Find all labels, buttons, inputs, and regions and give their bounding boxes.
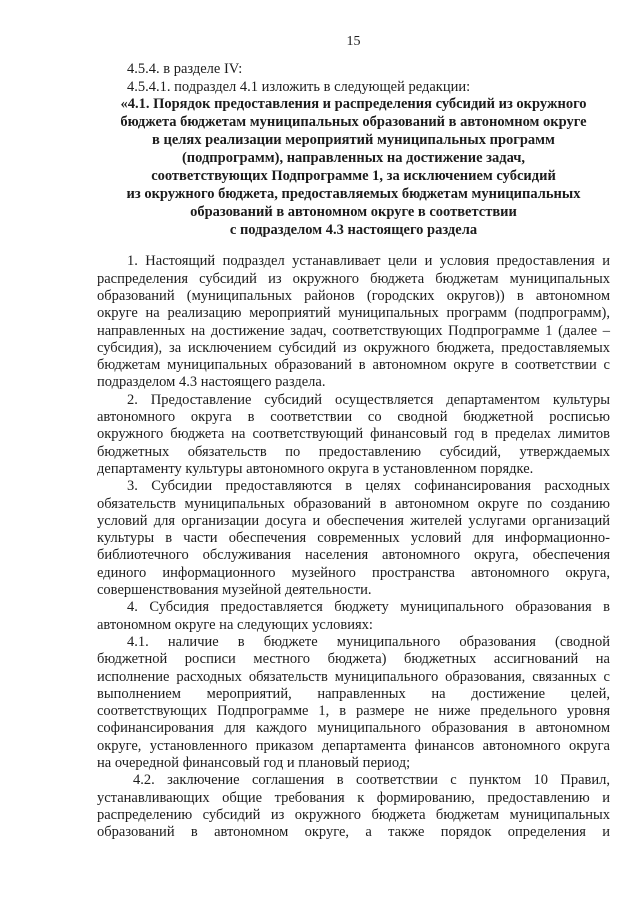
paragraph-line: библиотечного обслуживания населения автономного округа, обеспечения [97,547,610,564]
paragraph-3 [97,478,610,599]
paragraph-line: обязательств муниципальных образований в автономном округе по созданию [97,495,610,512]
document-body [97,253,610,841]
paragraph-line: автономного округа в соответствии со сводной бюджетной росписью [97,409,610,426]
section-heading-line: бюджета бюджетам муниципальных образований в автономном округе [120,114,587,130]
paragraph-4 [97,599,610,634]
paragraph-line: образований (муниципальных районов (городских округов)) в автономном [97,287,610,304]
paragraph-line: распределению субсидий из окружного бюджета бюджетам муниципальных [97,806,610,823]
page-number: 15 [346,34,361,49]
section-heading-line: «4.1. Порядок предоставления и распределения субсидий из окружного [120,96,587,112]
section-heading-line: (подпрограмм), направленных на достижение задач, [181,150,526,166]
paragraph-line: субсидия), за исключением субсидий из окружного бюджета, предоставляемых [97,339,610,356]
paragraph-line: направленных на достижение задач, соответствующих Подпрограмме 1 (далее – [97,322,610,339]
section-heading-line: из окружного бюджета, предоставляемых бюджетам муниципальных [126,186,581,202]
paragraph-line: исполнение расходных обязательств муниципального образования, связанных с [97,668,610,685]
paragraph-line: выполнением мероприятий, направленных на достижение целей, [97,685,610,702]
amendment-intro [97,61,610,96]
paragraph-line: 4.1. наличие в бюджете муниципального образования (сводной [127,633,610,650]
paragraph-line: департаменту культуры автономного округа в установленном порядке. [97,460,534,477]
section-heading-line: в целях реализации мероприятий муниципальных программ [152,132,555,148]
paragraph-line: бюджетам муниципальных образований в автономном округе в соответствии с [97,357,610,374]
paragraph-line: 2. Предоставление субсидий осуществляется департаментом культуры [127,391,610,408]
paragraph-1 [97,253,610,391]
paragraph-line: софинансирования для каждого муниципального образования в автономном [97,720,610,737]
paragraph-line: культуры в части обеспечения современных условий для информационно- [97,530,610,547]
paragraph-line: совершенствования музейной деятельности. [97,582,372,599]
section-heading-line: образований в автономном округе в соответствии [190,204,517,220]
paragraph-line: на очередной финансовый год и плановый период; [97,755,411,771]
paragraph-line: округе, установленного приказом департамента финансов автономного округа [97,737,610,754]
paragraph-line: условий для организации досуга и обеспечения жителей услугами организаций [97,512,610,529]
paragraph-line: 4. Субсидия предоставляется бюджету муниципального образования в [127,599,610,616]
paragraph-line: образований в автономном округе, а также порядок определения и [97,824,610,841]
paragraph-line: единого информационного музейного пространства автономного округа, [97,564,610,581]
paragraph-line: 3. Субсидии предоставляются в целях софинансирования расходных [127,478,610,495]
paragraph-2 [97,392,610,478]
amendment-item-line: 4.5.4.1. подраздел 4.1 изложить в следующей редакции: [127,78,471,95]
paragraph-line: бюджетных обязательств по предоставлению субсидий, утверждаемых [97,443,610,460]
subitem-4-2 [97,772,610,841]
paragraph-line: 4.2. заключение соглашения в соответствии с пунктом 10 Правил, [133,772,610,789]
paragraph-line: подразделом 4.3 настоящего раздела. [97,374,326,391]
paragraph-line: распределения субсидий из окружного бюджета бюджетам муниципальных [97,270,610,287]
section-heading-line: с подразделом 4.3 настоящего раздела [229,222,478,238]
paragraph-line: окружного бюджета на соответствующий финансовый год в пределах лимитов [97,426,610,443]
paragraph-line: округе на реализацию мероприятий муниципальных программ (подпрограмм), [97,305,610,322]
subitem-4-1 [97,634,610,772]
paragraph-line: 1. Настоящий подраздел устанавливает цели и условия предоставления и [127,253,610,270]
paragraph-line: устанавливающих общие требования к формированию, предоставлению и [97,789,610,806]
paragraph-line: автономном округе на следующих условиях: [97,616,373,633]
amendment-item-line: 4.5.4. в разделе IV: [127,61,243,77]
paragraph-line: соответствующих Подпрограмме 1, в размере не ниже предельного уровня [97,703,610,720]
section-heading [97,95,610,239]
paragraph-line: бюджетной росписи местного бюджета) бюджетных ассигнований на [97,651,610,668]
section-heading-line: соответствующих Подпрограмме 1, за исключением субсидий [151,168,556,184]
